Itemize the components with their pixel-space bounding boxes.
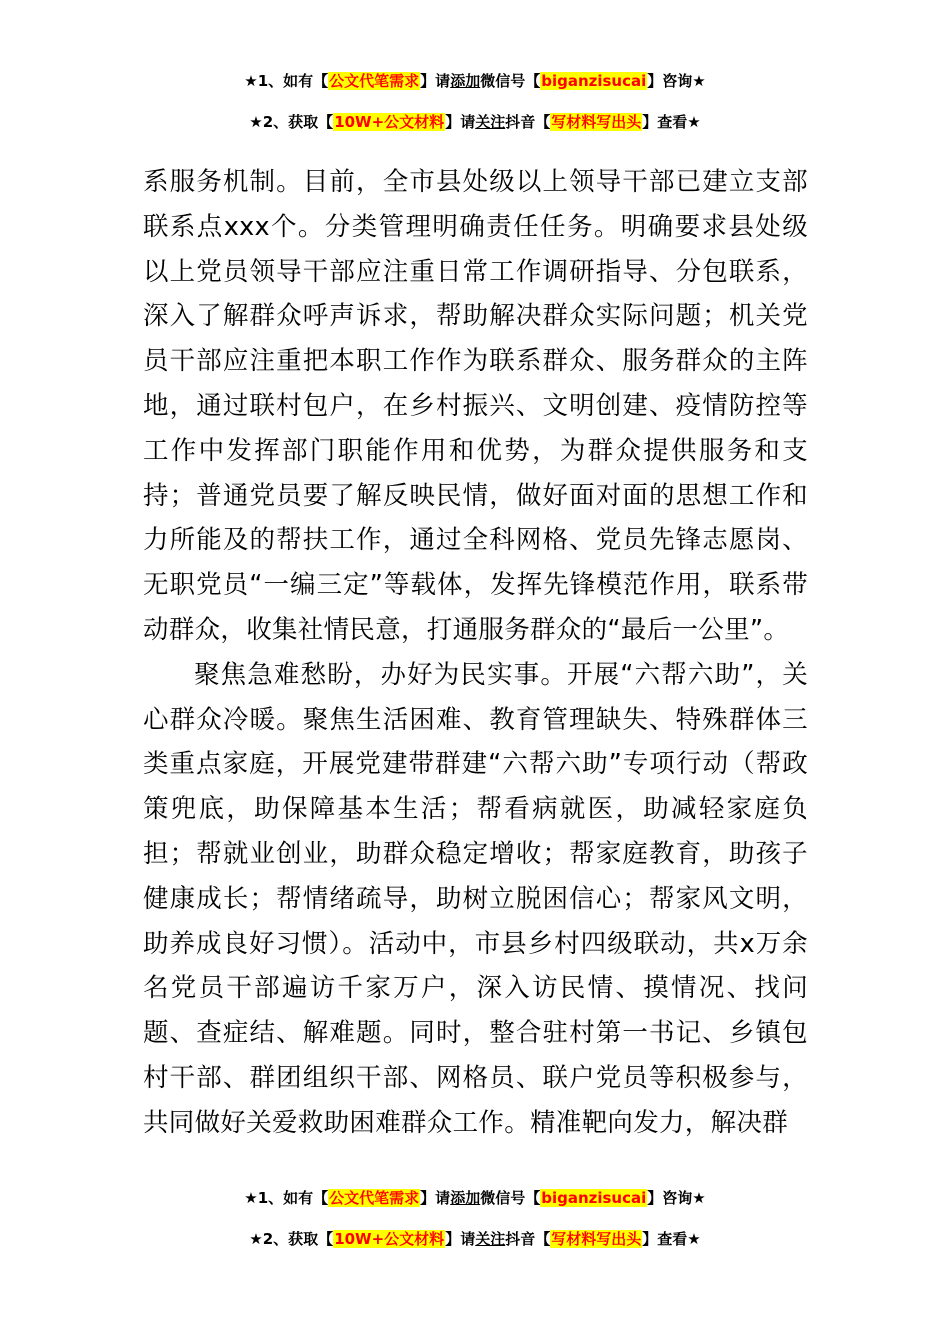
- footer-banner-line-2: [0, 1228, 950, 1250]
- footer-line2-mid: 】请: [445, 1230, 476, 1248]
- header-line2-emphasis: 关注: [475, 113, 506, 131]
- header-line1-highlight-service: 公文代笔需求: [329, 72, 420, 90]
- footer-line2-highlight-douyin: 写材料写出头: [551, 1230, 642, 1248]
- footer-banner-line-1: [0, 1187, 950, 1209]
- header-line1-suffix: 】咨询★: [647, 72, 706, 90]
- footer-line2-prefix: ★2、获取【: [249, 1230, 334, 1248]
- footer-line1-prefix: ★1、如有【: [244, 1189, 329, 1207]
- header-line1-emphasis: 添加: [450, 72, 481, 90]
- header-line2-prefix: ★2、获取【: [249, 113, 334, 131]
- footer-line1-mid2: 微信号【: [480, 1189, 541, 1207]
- footer-line2-mid2: 抖音【: [505, 1230, 551, 1248]
- header-line2-mid: 】请: [445, 113, 476, 131]
- footer-line2-suffix: 】查看★: [642, 1230, 701, 1248]
- footer-line1-highlight-service: 公文代笔需求: [329, 1189, 420, 1207]
- header-line1-mid: 】请: [420, 72, 451, 90]
- header-line1-highlight-wechat: biganzisucai: [541, 72, 647, 90]
- header-banner-line-2: [0, 111, 950, 133]
- footer-line1-mid: 】请: [420, 1189, 451, 1207]
- footer-line2-emphasis: 关注: [475, 1230, 506, 1248]
- footer-line1-highlight-wechat: biganzisucai: [541, 1189, 647, 1207]
- header-line2-mid2: 抖音【: [505, 113, 551, 131]
- header-line2-highlight-materials: 10W+公文材料: [334, 113, 445, 131]
- header-banner-line-1: [0, 70, 950, 92]
- body-paragraph-2: 聚焦急难愁盼，办好为民实事。开展“六帮六助”，关心群众冷暖。聚焦生活困难、教育管理缺失、特殊群体三类重点家庭，开展党建带群建“六帮六助”专项行动（帮政策兜底，助保障基本生活；帮看病就医，助减轻家庭负担；帮就业创业，助群众稳定增收；帮家庭教育，助孩子健康成长；帮情绪疏导，助树立脱困信心；帮家风文明，助养成良好习惯）。活动中，市县乡村四级联动，共x万余名党员干部遍访千家万户，深入访民情、摸情况、找问题、查症结、解难题。同时，整合驻村第一书记、乡镇包村干部、群团组织干部、网格员、联户党员等积极参与，共同做好关爱救助困难群众工作。精准靶向发力，解决群: [143, 659, 808, 1138]
- body-paragraph-1: 系服务机制。目前，全市县处级以上领导干部已建立支部联系点xxx个。分类管理明确责任任务。明确要求县处级以上党员领导干部应注重日常工作调研指导、分包联系，深入了解群众呼声诉求，帮助解决群众实际问题；机关党员干部应注重把本职工作作为联系群众、服务群众的主阵地，通过联村包户，在乡村振兴、文明创建、疫情防控等工作中发挥部门职能作用和优势，为群众提供服务和支持；普通党员要了解反映民情，做好面对面的思想工作和力所能及的帮扶工作，通过全科网格、党员先锋志愿岗、无职党员“一编三定”等载体，发挥先锋模范作用，联系带动群众，收集社情民意，打通服务群众的“最后一公里”。: [143, 167, 808, 645]
- header-line1-mid2: 微信号【: [480, 72, 541, 90]
- footer-line1-suffix: 】咨询★: [647, 1189, 706, 1207]
- header-line1-prefix: ★1、如有【: [244, 72, 329, 90]
- footer-line2-highlight-materials: 10W+公文材料: [334, 1230, 445, 1248]
- footer-line1-emphasis: 添加: [450, 1189, 481, 1207]
- document-body: [143, 160, 808, 1146]
- header-line2-suffix: 】查看★: [642, 113, 701, 131]
- header-line2-highlight-douyin: 写材料写出头: [551, 113, 642, 131]
